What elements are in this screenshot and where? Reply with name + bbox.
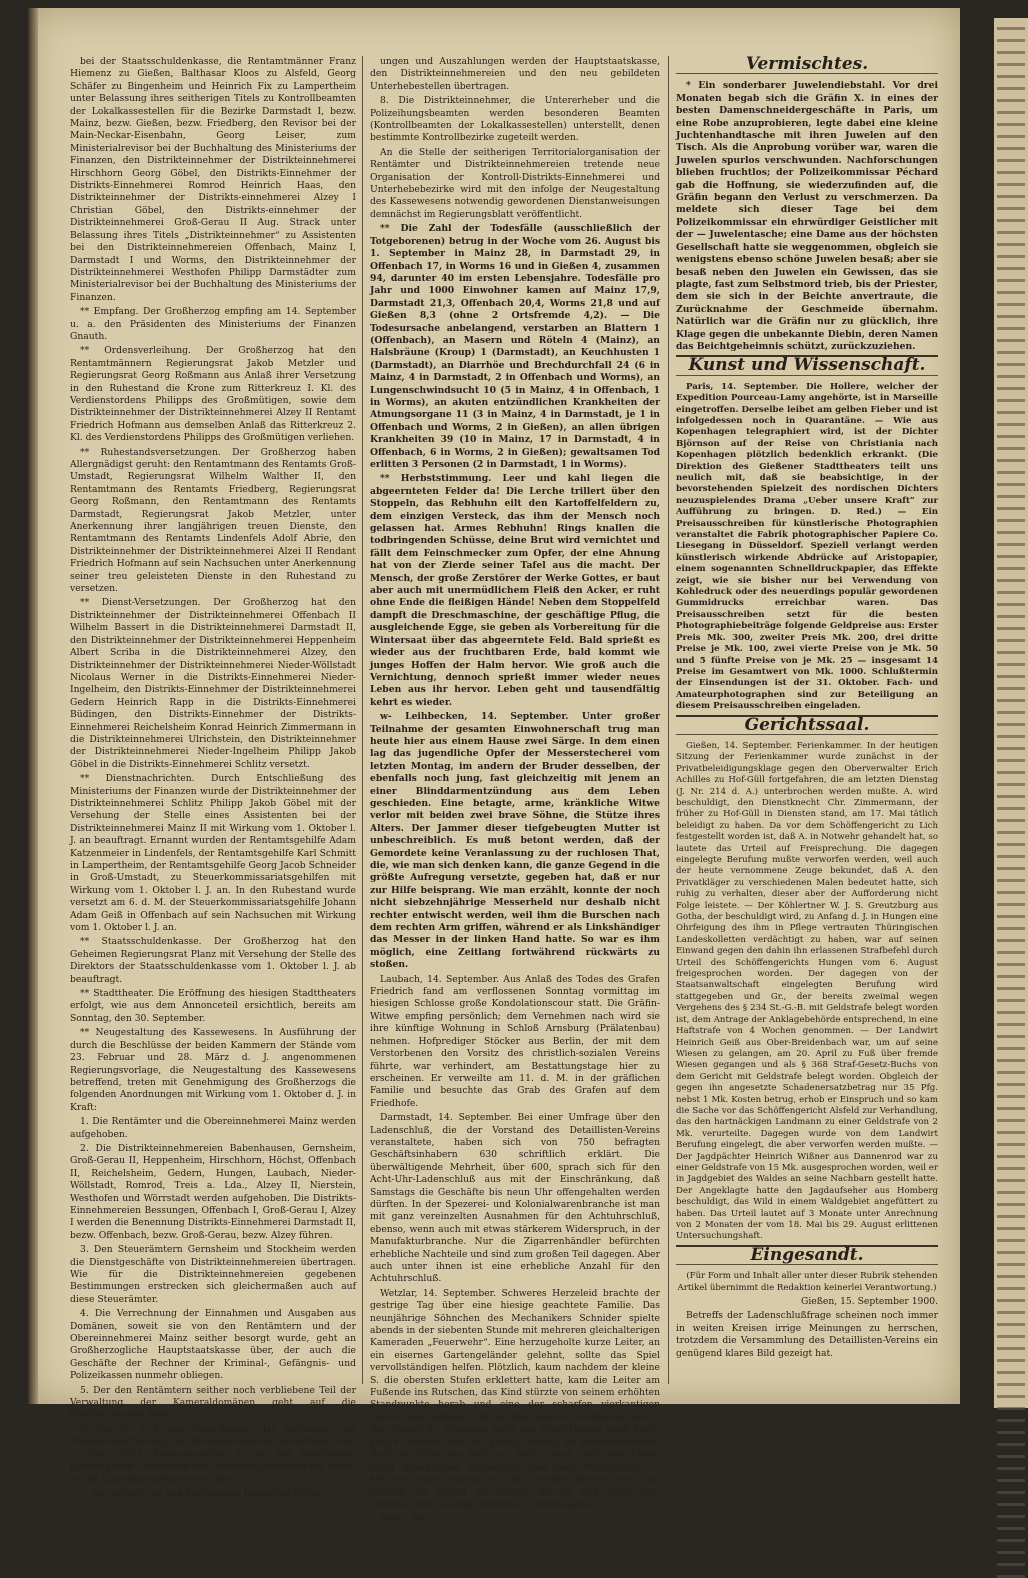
next-page-text-line [997, 1035, 1025, 1038]
next-page-text-line [997, 651, 1025, 654]
next-page-text-line [997, 1479, 1025, 1482]
next-page-text-line [997, 123, 1025, 126]
column-3 [676, 56, 938, 1386]
next-page-text-line [997, 663, 1025, 666]
next-page-text-line [997, 1467, 1025, 1470]
article-paragraph: ** Dienstnachrichten. Durch Entschließung des Ministeriums der Finanzen wurde der Distrikteinnehmer der Distrikteinnehmerei Schlitz Philipp Jakob Göbel mit der Versehung der Stelle eines Assistenten bei der Distrikteinnehmerei Mainz II mit Wirkung vom 1. Oktober l. J. an beauftragt. Ernannt wurden der Rentamtsgehilfe Adam Katzenmeier in Lindenfels, der Rentamtsgehilfe Karl Schmitt in Lampertheim, der Rentamtsgehilfe Georg Jacob Schneider in Groß-Umstadt, zu Steuerkommissariatsgehilfen mit Wirkung vom 1. Oktober l. J. an. In den Ruhestand wurde versetzt am 6. d. M. der Steuerkommissariatsgehilfe Johann Adam Geiß in Offenbach auf sein Nachsuchen mit Wirkung vom 1. Oktober l. J. an. [70, 773, 356, 934]
next-page-text-line [997, 51, 1025, 54]
editorial-note: (Für Form und Inhalt aller unter dieser Rubrik stehenden Artikel übernimmt die Redaktion keinerlei Verantwortung.) [677, 1271, 938, 1293]
next-page-text-line [997, 375, 1025, 378]
next-page-text-line [997, 387, 1025, 390]
next-page-text-line [997, 135, 1025, 138]
article-paragraph: Darmstadt, 14. September. Bei einer Umfrage über den Ladenschluß, die der Vorstand des Detaillisten-Vereins veranstaltete, haben sich von 750 befragten Geschäftsinhabern 630 schriftlich erklärt. Die überwältigende Mehrheit, über 600, sprach sich für den Acht-Uhr-Ladenschluß aus mit der Einschränkung, daß Samstags die Geschäfte bis neun Uhr offengehalten werden dürften. In der Spezerei- und Kolonialwarenbranche ist man mit ganz vereinzelten Ausnahmen für den Achtuhrschluß, ebenso, wenn auch mit etwas stärkerem Widerspruch, in der Manufakturbranche. Nur die Zigarrenhändler befürchten erhebliche Nachteile und sind zum großen Teil dagegen. Aber auch unter ihnen ist eine erhebliche Anzahl für den Achtuhrschluß. [370, 1112, 660, 1285]
next-page-text-line [997, 1407, 1025, 1410]
article-paragraph: ** Neugestaltung des Kassewesens. In Ausführung der durch die Beschlüsse der beiden Kammern der Stände vom 23. Februar und 28. März d. J. angenommenen Regierungsvorlage, die Neugestaltung des Kassewesens betreffend, treten mit Genehmigung des Großherzogs die folgenden Anordnungen mit Wirkung vom 1. Oktober d. J. in Kraft: [70, 1027, 356, 1113]
next-page-text-line [997, 1563, 1025, 1566]
next-page-text-line [997, 1203, 1025, 1206]
column-rule [668, 56, 669, 1384]
next-page-text-line [997, 627, 1025, 630]
next-page-text-line [997, 99, 1025, 102]
next-page-text-line [997, 207, 1025, 210]
next-page-text-line [997, 1515, 1025, 1518]
article-paragraph: Laubach, 14. September. Aus Anlaß des Todes des Grafen Friedrich fand am verflossenen Sonntag vormittag im hiesigen Schlosse große Kondolationscour statt. Die Gräfin-Witwe empfing persönlich; dem Vernehmen nach wird sie ihre künftige Wohnung in Schloß Arnsburg (Prälatenbau) nehmen. Hofprediger Stöcker aus Berlin, der mit dem Verstorbenen den Vorsitz des christlich-sozialen Vereins führte, war verhindert, am Bestattungstage hier zu erscheinen. Er verweilte am 11. d. M. in der gräflichen Familie und besuchte das Grab des Grafen auf dem Friedhofe. [370, 973, 660, 1109]
next-page-text-line [997, 363, 1025, 366]
next-page-text-line [997, 195, 1025, 198]
article-eingesandt: Betreffs der Ladenschlußfrage scheinen noch immer in weiten Kreisen irrige Meinungen zu herrschen, trotzdem die Versammlung des Detaillisten-Vereins ein genügend klares Bild gezeigt hat. [676, 1310, 938, 1359]
next-page-text-line [997, 1023, 1025, 1026]
next-page-text-line [997, 1251, 1025, 1254]
article-paragraph: bei der Staatsschuldenkasse, die Rentamtmänner Franz Hiemenz zu Gießen, Balthasar Kloos zu Alsfeld, Georg Schäfer zu Bingenheim und Heinrich Fix zu Lampertheim unter Belassung ihres seitherigen Titels zu Kontrollbeamten der Lokalkassestellen für die Bezirke Darmstadt I, bezw. Mainz, bezw. Gießen, bezw. Friedberg, den Revisor bei der Main-Neckar-Eisenbahn, Georg Leiser, zum Ministerialrevisor bei der Buchhaltung des Ministeriums der Finanzen, den Distrikteinnehmer der Distrikteinnehmerei Hirschhorn Georg Göbel, den Distrikts-Einnehmer der Distrikts-Einnehmerei Romrod Heinrich Haas, den Distrikteinnehmer der Distrikts-einnehmerei Alzey I Christian Göbel, den Distrikts-einnehmer der Distrikteinnehmerei Groß-Gerau II Aug. Strack unter Belassung ihres Titels „Distrikteinnehmer“ zu Assistenten bei den Distrikteinnehmereien Offenbach, Mainz I, Darmstadt I und Worms, den Distrikteinnehmer der Distrikteinnehmerei Westhofen Philipp Darmstädter zum Ministerialrevisor bei der Buchhaltung des Ministeriums der Finanzen. [70, 56, 356, 303]
next-page-text-line [997, 735, 1025, 738]
next-page-text-line [997, 675, 1025, 678]
next-page-text-line [997, 543, 1025, 546]
next-page-text-line [997, 1191, 1025, 1194]
next-page-text-line [997, 315, 1025, 318]
next-page-text-line [997, 1455, 1025, 1458]
article-kunst: Paris, 14. September. Die Hollere, welcher der Expedition Pourceau-Lamy angehörte, ist in Marseille eingetroffen. Derselbe leibet am gelben Fieber und ist infolgedessen noch in Quarantäne. — Wie aus Kopenhagen telegraphiert wird, ist der Dichter Björnson auf der Reise von Christiania nach Kopenhagen plötzlich bedenklich erkrankt. (Die Direktion des Gießener Stadttheaters teilt uns neulich mit, daß sie beabsichtige, in der bevorstehenden Spielzeit des nordischen Dichters neuzuspielendes Drama „Ueber unsere Kraft“ zur Aufführung zu bringen. D. Red.) — Ein Preisausschreiben für künstlerische Photographien veranstaltet die Fabrik photographischer Papiere Co. Liesegang in Düsseldorf. Speziell verlangt werden künstlerisch wirkende Abdrücke auf Aristopapier, einem sogenannten Schnelldruckpapier, das Effekte zeigt, wie sie bisher nur bei Verwendung von Kohledruck oder des neuerdings populär gewordenen Gummidrucks erreichbar waren. Das Preisausschreiben setzt für die besten Photographiebeiträge folgende Geldpreise aus: Erster Preis Mk. 300, zweiter Preis Mk. 200, drei dritte Preise je Mk. 100, zwei vierte Preise von je Mk. 50 und 5 fünfte Preise von je Mk. 25 — insgesamt 14 Preise im Gesamtwert von Mk. 1000. Schlußtermin der Einsendungen ist der 31. Oktober. Fach- und Amateurphotographen sind zur Beteiligung an diesem Preisausschreiben eingeladen. [676, 381, 938, 712]
next-page-text-line [997, 303, 1025, 306]
next-page-text-line [997, 1491, 1025, 1494]
next-page-text-line [997, 27, 1025, 30]
next-page-text-line [997, 87, 1025, 90]
next-page-text-line [997, 1359, 1025, 1362]
article-paragraph: 7. Die seither von den Rentämtern besorgten Erheb- [80, 1487, 326, 1499]
article-paragraph: 3. Den Steuerämtern Gernsheim und Stockheim werden die Dienstgeschäfte von Distrikteinnehmereien übertragen. Wie für die Distrikteinnehmereien gegebenen Bestimmungen erstrecken sich gleichermaßen auch auf diese Steuerämter. [70, 1244, 356, 1305]
next-page-text-line [997, 1047, 1025, 1050]
next-page-text-line [997, 171, 1025, 174]
next-page-text-line [997, 423, 1025, 426]
next-page-text-line [997, 771, 1025, 774]
next-page-text-line [997, 39, 1025, 42]
next-page-text-line [997, 291, 1025, 294]
next-page-text-line [997, 159, 1025, 162]
next-page-text-line [997, 339, 1025, 342]
next-page-text-line [997, 1539, 1025, 1542]
next-page-text-line [997, 1107, 1025, 1110]
article-paragraph: ungen und Auszahlungen werden der Hauptstaatskasse, den Distrikteinnehmereien und den neu gebildeten Unterhebestellen übertragen. [370, 56, 660, 92]
next-page-text-line [997, 447, 1025, 450]
book-spine [28, 8, 38, 1404]
next-page-text-line [997, 1239, 1025, 1242]
next-page-text-line [997, 1227, 1025, 1230]
next-page-text-line [997, 819, 1025, 822]
next-page-text-line [997, 327, 1025, 330]
article-paragraph: w- Leihbecken, 14. September. Unter großer Teilnahme der gesamten Einwohnerschaft trug man heute hier aus einem Hause zwei Särge. In dem einen lag das jugendliche Opfer der Messerstecherei vom letzten Montag, im andern der Bruder desselben, der ebenfalls noch jung, fast gleichzeitig mit jenem an einer Blinddarmentzündung aus dem Leben geschieden. Eine betagte, arme, kränkliche Witwe verlor mit beiden zwei brave Söhne, die Stütze ihres Alters. Der Jammer dieser tiefgebeugten Mutter ist unbeschreiblich. Es muß betont werden, daß der Gemordete keine Veranlassung zu der ruchlosen That, die, wie man sich denken kann, die ganze Gegend in die größte Aufregung versetzte, gegeben hat, daß er nur zur Hilfe beisprang. Wie man erzählt, konnte der noch nicht siebzehnjährige Messerheld nur deshalb nicht rechter entwischt werden, weil ihm die Burschen nach dem rechten Arm griffen, während er als Linkshändiger das Messer in der linken Hand hatte. So war es ihm möglich, eine Zeitlang fortwährend rückwärts zu stoßen. [370, 711, 660, 971]
next-page-text-line [997, 567, 1025, 570]
newspaper-page [28, 8, 960, 1525]
next-page-text-line [997, 411, 1025, 414]
article-paragraph: ** Herbststimmung. Leer und kahl liegen die abgeernteten Felder da! Die Lerche trillert über den Stoppeln, das Rebhuhn eilt den Kartoffelfeldern zu, dem einzigen Versteck, das ihm der Mensch noch gelassen hat. Armes Rebhuhn! Rings knallen die todbringenden Schüsse, deine Brut wird vernichtet und fällt dem Feinschmecker zum Opfer, der eine Ahnung hat von der Zierde seiner Tafel aus die macht. Der Mensch, der große Zerstörer der Werke Gottes, er baut aber auch mit unermüdlichem Fleiß den Acker, er ruht ohne Ende die fleißigen Hände! Neben dem Stoppelfeld dampft die Dreschmaschine, der geschäftige Pflug, die ausgleichende Egge, sie geben als Vorbereitung für die Wintersaat über das abgeerntete Feld. Bald sprießt es wieder aus der fruchtbaren Erde, bald kommt wie junges Hoffen der Halm hervor. Wie groß auch die Vernichtung, dennoch sprießt immer wieder neues Leben aus ihr hervor. Leben geht und tausendfältig kehrt es wieder. [370, 473, 660, 708]
next-page-text-line [997, 351, 1025, 354]
next-page-text-line [997, 855, 1025, 858]
next-page-text-line [997, 219, 1025, 222]
next-page-text-line [997, 1323, 1025, 1326]
next-page-text-line [997, 147, 1025, 150]
next-page-text-line [997, 531, 1025, 534]
next-page-text-line [997, 1503, 1025, 1506]
next-page-text-line [997, 843, 1025, 846]
next-page-text-line [997, 951, 1025, 954]
next-page-text-line [997, 783, 1025, 786]
dateline: Gießen, 15. September 1900. [801, 1296, 938, 1308]
next-page-text-line [997, 1263, 1025, 1266]
next-page-text-line [997, 831, 1025, 834]
next-page-text-line [997, 915, 1025, 918]
next-page-text-line [997, 711, 1025, 714]
next-page-text-line [997, 1335, 1025, 1338]
next-page-text-line [997, 879, 1025, 882]
next-page-text-line [997, 1167, 1025, 1170]
next-page-text-line [997, 1275, 1025, 1278]
article-juwelendiebstahl: * Ein sonderbarer Juwelendiebstahl. Vor drei Monaten begab sich die Gräfin X. in eines der besten Damenschneidergeschäfte in Paris, um eine Robe anzuprobieren, legte dabei eine kleine Juchtenhandtasche mit ihren Juwelen auf den Tisch. Als die Anprobung vorüber war, waren die Juwelen spurlos verschwunden. Nachforschungen blieben fruchtlos; der Polizeikommissar Péchard gab die Hoffnung, sie wiederzufinden auf, die Gräfin begann den Verlust zu verschmerzen. Da meldete sich dieser Tage bei dem Polizeikommissar ein ehrwürdiger Geistlicher mit der — Juwelentasche; eine Dame aus der höchsten Gesellschaft hatte sie weggenommen, obgleich sie wenigstens ebenso schöne Juwelen besaß; aber sie besaß neben den Juwelen ein Gewissen, das sie plagte, fast zum Selbstmord trieb, bis der Priester, dem sie sich in der Beichte anvertraute, die Zurücknahme der Geschmeide übernahm. Natürlich war die Gräfin nur zu glücklich, ihre Klage gegen die unbekannte Diebin, deren Namen das Beichtgeheimnis schützt, zurückzuziehen. [676, 80, 938, 352]
next-page-text-line [997, 591, 1025, 594]
article-paragraph: ** Ordensverleihung. Der Großherzog hat den Rentamtmännern Regierungsrat Jakob Metzler und Regierungsrat Georg Roßmann aus Anlaß ihrer Versetzung in den Ruhestand die Krone zum Ritterkreuz I. Kl. des Verdienstordens Philipps des Großmütigen, sowie dem Distrikteinnehmer der Distrikteinnehmerei Alzey II Rentamt Friedrich Hofmann aus demselben Anlaß das Ritterkreuz 2. Kl. des Verdienstordens Philipps des Großmütigen verliehen. [70, 345, 356, 444]
next-page-text-line [997, 1527, 1025, 1530]
next-page-text-line [997, 243, 1025, 246]
next-page-text-line [997, 1011, 1025, 1014]
next-page-text-line [997, 435, 1025, 438]
next-page-text-line [997, 1311, 1025, 1314]
article-paragraph: 4. Die Verrechnung der Einnahmen und Ausgaben aus Domänen, soweit sie von den Rentämtern und der Obereinnehmerei Mainz seither besorgt wurde, geht an Großherzogliche Hauptstaatskasse über, der auch die Geschäfte der Rechner der Kriminal-, Gefängnis- und Polizeikassen nunmehr obliegen. [70, 1308, 356, 1382]
next-page-edge [994, 18, 1028, 1408]
column-rule [362, 56, 363, 1384]
next-page-text-line [997, 891, 1025, 894]
next-page-text-line [997, 267, 1025, 270]
next-page-text-line [997, 1431, 1025, 1434]
column-2 [370, 56, 660, 1525]
next-page-text-line [997, 1059, 1025, 1062]
next-page-text-line [997, 1119, 1025, 1122]
next-page-text-line [997, 1395, 1025, 1398]
next-page-text-line [997, 927, 1025, 930]
next-page-text-line [997, 1287, 1025, 1290]
next-page-text-line [997, 687, 1025, 690]
next-page-text-line [997, 399, 1025, 402]
article-paragraph: ** Staatsschuldenkasse. Der Großherzog hat den Geheimen Regierungsrat Planz mit Versehung der Stelle des Direktors der Staatsschuldenkasse vom 1. Oktober l. J. ab beauftragt. [70, 936, 356, 985]
article-paragraph: An die Stelle der seitherigen Territorialorganisation der Rentämter und Distrikteinnehmereien tretende neue Organisation der Kontroll-Distrikts-Einnehmerei und Unterhebebezirke wird mit den infolge der Neugestaltung des Kassewesens notwendig gewordenen Dienstanweisungen demnächst im Regierungsblatt veröffentlicht. [370, 146, 660, 220]
next-page-text-line [997, 1131, 1025, 1134]
next-page-text-line [997, 939, 1025, 942]
next-page-text-line [997, 183, 1025, 186]
next-page-text-line [997, 75, 1025, 78]
next-page-text-line [997, 615, 1025, 618]
next-page-text-line [997, 483, 1025, 486]
article-paragraph: ** Dienst-Versetzungen. Der Großherzog hat den Distrikteinnehmer der Distrikteinnehmerei Offenbach II Wilhelm Bassert in die Distrikteinnehmerei Darmstadt II, den Distrikteinnehmer der Distrikteinnehmerei Heppenheim Albert Scriba in die Distrikteinnehmerei Alzey, den Distrikteinnehmer der Distrikteinnehmerei Nieder-Wöllstadt Nicolaus Werner in die Distrikts-Einnehmerei Nieder-Ingelheim, den Distrikts-Einnehmer der Distrikteinnehmerei Gedern Heinrich Rapp in die Distrikts-Einnehmerei Büdingen, den Distrikts-Einnehmer der Distrikts-Einnehmerei Reichelsheim Konrad Heinrich Zimmermann in die Distrikteinnehmerei Ulrichstein, den Distrikteinnehmer der Distrikteinnehmerei Nieder-Ingelheim Philipp Jakob Göbel in die Distrikts-Einnehmerei Schlitz versetzt. [70, 597, 356, 770]
article-paragraph: ** Stadttheater. Die Eröffnung des hiesigen Stadttheaters erfolgt, wie aus dem Annonceteil ersichtlich, bereits am Sonntag, den 30. September. [70, 988, 356, 1024]
next-page-text-line [997, 507, 1025, 510]
article-paragraph: ** Empfang. Der Großherzog empfing am 14. September u. a. den Präsidenten des Ministeriums der Finanzen Gnauth. [70, 306, 356, 342]
next-page-text-line [997, 1383, 1025, 1386]
next-page-text-line [997, 747, 1025, 750]
next-page-text-line [997, 1551, 1025, 1554]
next-page-text-line [997, 1083, 1025, 1086]
next-page-text-line [997, 987, 1025, 990]
next-page-text-line [997, 555, 1025, 558]
column-1 [70, 56, 356, 1499]
next-page-text-line [997, 1371, 1025, 1374]
next-page-text-line [997, 1443, 1025, 1446]
article-paragraph: 2. Die Distrikteinnehmereien Babenhausen, Gernsheim, Groß-Gerau II, Heppenheim, Hirschhorn, Höchst, Offenbach II, Reichelsheim, Gedern, Hungen, Laubach, Nieder-Wöllstadt, Romrod, Treis a. Lda., Alzey II, Nierstein, Westhofen und Wörrstadt werden aufgehoben. Die Distrikts-Einnehmereien Bessungen, Offenbach I, Groß-Gerau I, Alzey I werden die Benennung Distrikts-Einnehmerei Darmstadt II, bezw. Offenbach, bezw. Groß-Gerau, bezw. Alzey führen. [70, 1142, 356, 1241]
article-paragraph: ** Die Zahl der Todesfälle (ausschließlich der Totgeborenen) betrug in der Woche vom 26. August bis 1. September in Mainz 28, in Darmstadt 29, in Offenbach 17, in Worms 16 und in Gießen 4, zusammen 94, darunter 40 im ersten Lebensjahre. Todesfälle pro Jahr und 1000 Einwohner kamen auf Mainz 17,9, Darmstadt 21,3, Offenbach 20,4, Worms 21,8 und auf Gießen 8,3 (ohne 2 Ortsfremde 4,2). — Die Todesursache anbelangend, verstarben an Blattern 1 (Offenbach), an Masern und Röteln 4 (Mainz), an Halsbräune (Kroup) 1 (Darmstadt), an Keuchhusten 1 (Darmstadt), an Diarrhöe und Brechdurchfall 24 (6 in Mainz, 4 in Darmstadt, 2 in Offenbach und Worms), an Lungenschwindsucht 10 (5 in Mainz, 4 in Offenbach, 1 in Worms), an akuten entzündlichen Krankheiten der Atmungsorgane 11 (3 in Mainz, 4 in Darmstadt, je 1 in Offenbach und Worms, 2 in Gießen), an allen übrigen Krankheiten 39 (10 in Mainz, 17 in Darmstadt, 4 in Offenbach, 6 in Worms, 2 in Gießen); gewaltsamen Tod erlitten 3 Personen (2 in Darmstadt, 1 in Worms). [370, 223, 660, 470]
next-page-text-line [997, 903, 1025, 906]
article-paragraph: 8. Die Distrikteinnehmer, die Untererheber und die Polizeihungsbeamten werden besonderen Beamten (Kontrollbeamten der Lokalkassestellen) unterstellt, denen bestimmte Kontrollbezirke zugeteilt werden. [370, 95, 660, 144]
next-page-text-line [997, 459, 1025, 462]
next-page-text-line [997, 759, 1025, 762]
section-heading-vermischtes: Vermischtes. [676, 58, 938, 74]
next-page-text-line [997, 255, 1025, 258]
article-paragraph: Wetzl. Anz. [380, 1513, 432, 1525]
section-heading-kunst: Kunst und Wissenschaft. [676, 355, 938, 375]
section-heading-gerichtssaal: Gerichtssaal. [676, 715, 938, 735]
next-page-text-line [997, 1095, 1025, 1098]
next-page-text-line [997, 639, 1025, 642]
next-page-text-line [997, 795, 1025, 798]
article-paragraph: 1. Die Rentämter und die Obereinnehmerei Mainz werden aufgehoben. [70, 1116, 356, 1140]
next-page-text-line [997, 1071, 1025, 1074]
next-page-text-line [997, 1179, 1025, 1182]
next-page-text-line [997, 495, 1025, 498]
next-page-text-line [997, 1143, 1025, 1146]
article-paragraph: 5. Der den Rentämtern seither noch verbliebene Teil der Verwaltung der Kameraldomänen geht auf die Oberförstereien über. [70, 1384, 356, 1421]
next-page-text-line [997, 975, 1025, 978]
section-heading-eingesandt: Eingesandt. [676, 1245, 938, 1265]
next-page-text-line [997, 1155, 1025, 1158]
article-paragraph: 6. Die in § 4 der Verordnung, das Verfahren der Zwangsvollstreckung im Verwaltungswege betreffend, vom 7. März 1894 (Regierungsblatt S. 64) den Rentämtern übertragenen Funktionen der Vollstreckungsbehörden gehen an die Distrikteinnehmereien über. [70, 1423, 356, 1485]
next-page-text-line [997, 999, 1025, 1002]
next-page-text-line [997, 231, 1025, 234]
next-page-text-line [997, 963, 1025, 966]
next-page-text-line [997, 471, 1025, 474]
next-page-text-line [997, 1419, 1025, 1422]
next-page-text-line [997, 699, 1025, 702]
next-page-text-line [997, 723, 1025, 726]
next-page-text-line [997, 867, 1025, 870]
next-page-text-line [997, 279, 1025, 282]
article-gerichtssaal: Gießen, 14. September. Ferienkammer. In der heutigen Sitzung der Ferienkammer wurde zunächst in der Privatbeleidigungsklage gegen den Oberverwalter Erich Achilles zu Hof-Güll fortgefahren, die am letzten Dienstag (J. Nr. 214 d. A.) unterbrochen werden mußte. A. wird beschuldigt, den Dienstknecht Chr. Zimmermann, der früher zu Hof-Güll in Diensten stand, am 17. Mai tätlich beleidigt zu haben. Da vor dem Schöffengericht zu Lich festgestellt worden ist, daß A. in Notwehr gehandelt hat, so lautete das Urteil auf Freisprechung. Die dagegen eingelegte Berufung mußte verworfen werden, weil auch der heute vernommene Zeuge bekundet, daß A. den Privatkläger zu verschiedenen Malen bedeutet hatte, sich ruhig zu verhalten, dieser aber der Aufforderung nicht Folge leistete. — Der Köhlertner W. J. S. Greutzburg aus Gotha, der beschuldigt wird, zu Anfang d. J. in Hungen eine Ohrfeigung des ihm in Pflege vertrauten Thüringischen Landeskolletten verdächtigt zu haben, war auf seinen Einwand gegen den dahin ihn erlassenen Strafbefehl durch Urteil des Schöffengerichts Hungen vom 6. August freigesprochen worden. Der dagegen von der Staatsanwaltschaft eingelegten Berufung wird stattgegeben und Gr., der bereits zweimal wegen Vergehens des § 234 St.-G.-B. mit Geldstrafe belegt worden ist, dem Antrage der Anklagebehörde entsprechend, in eine Haftstrafe von 4 Wochen genommen. — Der Landwirt Heinrich Geiß aus Ober-Breidenbach war, um auf seine Wiesen zu gelangen, am 20. April zu Fuß über fremde Wiesen gegangen und als § 368 Straf-Gesetz-Buchs von dem Gericht mit Geldstrafe belegt worden. Obgleich der gegen ihn angesetzte Schadenersatzbetrag nur 35 Pfg. nebst 1 Mk. Kosten betrug, erhob er Einspruch und so kam die Sache vor das Schöffengericht Alsfeld zur Verhandlung, das den hartnäckigen Landmann zu einer Geldstrafe von 2 Mk. verurteilte. Dagegen wurde von dem Landwirt Berufung eingelegt, die aber verworfen werden mußte. — Der Jagdpächter Heinrich Wißner aus Dannenrod war zu einer Geldstrafe von 15 Mk. ausgesprochen worden, weil er in Jagdgebiet des Waldes an seine Nachbarn gestellt hatte. Der Angeklagte hatte den Jagdaufseher aus Homberg beschuldigt, das Wild in einem Waldgebiet angefüttert zu haben. Das Urteil lautet auf 3 Monate unter Anrechnung von 2 Monaten der vom 18. Mai bis 29. August erlittenen Untersuchungshaft. [676, 740, 938, 1242]
article-paragraph: Wetzlar, 14. September. Schweres Herzeleid brachte der gestrige Tag über eine hiesige geachtete Familie. Das neunjährige Söhnchen des Mechanikers Schnider spielte abends in der siebenten Stunde mit mehreren gleichalterigen Kameraden „Feuerwehr“. Eine herzugeholte kurze Leiter, an ein eisernes Gartengeländer gelehnt, sollte das Spiel vervollständigen helfen. Plötzlich, kaum nachdem der kleine S. die obersten Stufen erklettert hatte, kam die Leiter am Fußende ins Rutschen, das Kind stürzte von seinem erhöhten Standpunkte herab und eine der scharfen vierkantigen Spitzen des Geländers drang ihm mehrere Centimeter tief in den Unterleib. Trotzdem hatte der Unglückliche noch Kraft, einige Schritte weit zu gehen, worauf er zusammenbrach. Ärztliche Hilfe war bald zur Stelle, doch starb der Kleine unter unsäglichen Schmerzen bald nach Mitternacht. — Möchte dieser traurige Fall eine erneute Warnung sein, das Spielen der Kinder an Plätzen, die an sich nicht dazu geeignet sind, auf das strengste zu untersagen. [370, 1287, 660, 1510]
next-page-text-line [997, 1215, 1025, 1218]
next-page-text-line [997, 579, 1025, 582]
next-page-text-line [997, 111, 1025, 114]
next-page-text-line [997, 807, 1025, 810]
next-page-text-line [997, 63, 1025, 66]
next-page-text-line [997, 603, 1025, 606]
next-page-text-line [997, 519, 1025, 522]
next-page-text-line [997, 1299, 1025, 1302]
next-page-text-line [997, 1347, 1025, 1350]
article-paragraph: ** Ruhestandsversetzungen. Der Großherzog haben Allergnädigst geruht: den Rentamtmann des Rentamts Groß-Umstadt, Regierungsrat Wilhelm Walther II, den Rentamtmann des Rentamts Friedberg, Regierungsrat Georg Roßmann, den Rentamtmann des Rentamts Darmstadt, Regierungsrat Jakob Metzler, unter Anerkennung ihrer langjährigen treuen Dienste, den Rentamtmann des Rentamts Lindenfels Adolf Abrie, den Distrikteinnehmer der Distrikteinnehmerei Alzei II Rendant Friedrich Hofmann auf sein Nachsuchen unter Anerkennung seiner treu geleisteten Dienste in den Ruhestand zu versetzen. [70, 446, 356, 595]
